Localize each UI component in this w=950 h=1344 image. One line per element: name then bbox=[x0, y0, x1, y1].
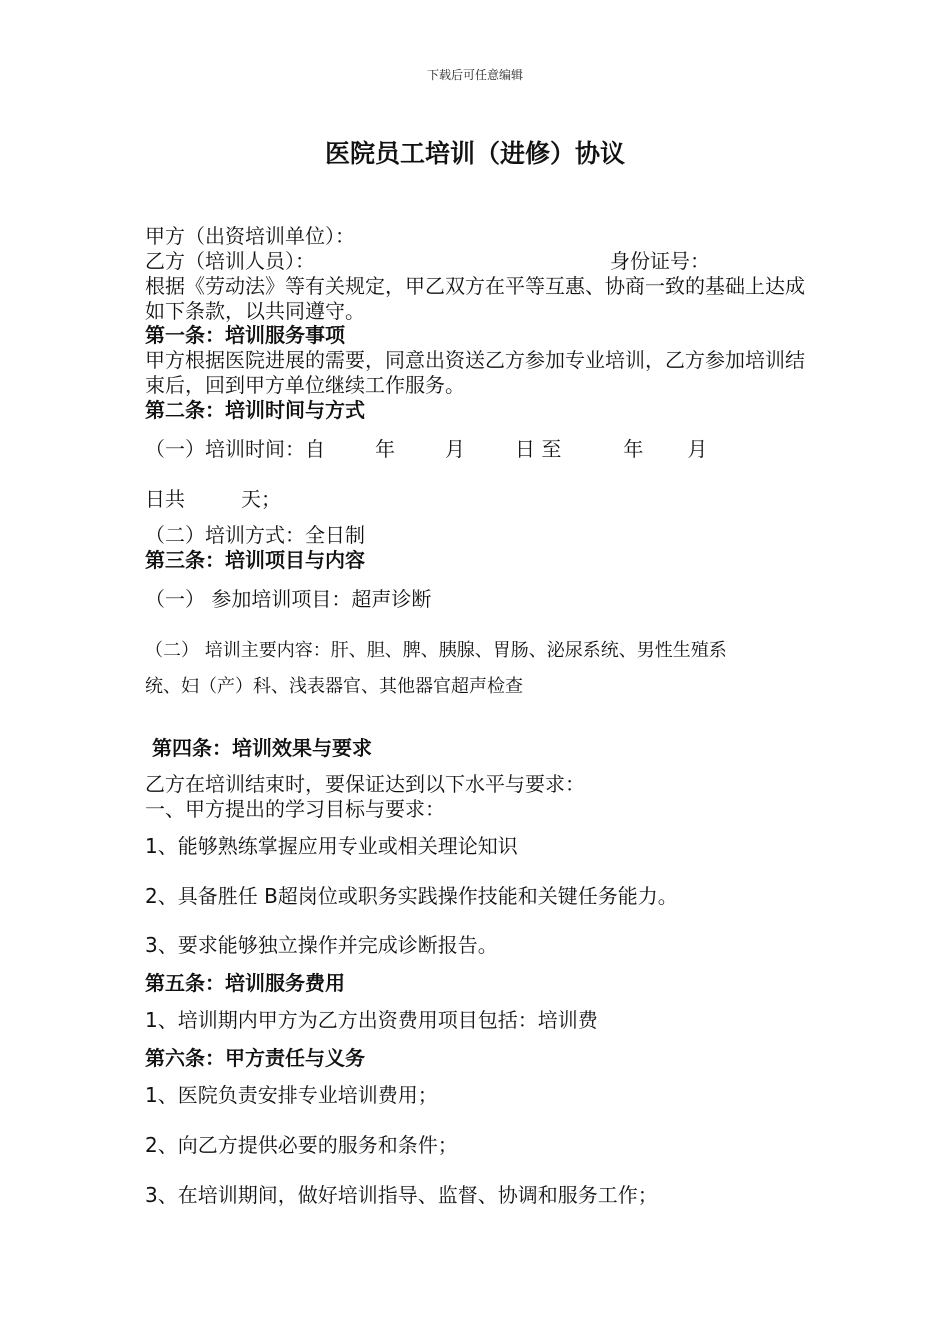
article2-heading: 第二条：培训时间与方式 bbox=[145, 398, 365, 422]
article4-intro: 乙方在培训结束时，要保证达到以下水平与要求： bbox=[145, 772, 585, 796]
article5-item-1: 1、培训期内甲方为乙方出资费用项目包括：培训费 bbox=[145, 1008, 598, 1032]
training-mode-line: （二）培训方式：全日制 bbox=[145, 523, 365, 547]
article1-body: 甲方根据医院进展的需要，同意出资送乙方参加专业培训，乙方参加培训结束后，回到甲方单位继续工作服务。 bbox=[145, 348, 805, 397]
article1-heading: 第一条：培训服务事项 bbox=[145, 323, 345, 347]
training-content-line-2: 统、妇（产）科、浅表器官、其他器官超声检查 bbox=[145, 676, 523, 697]
article6-item-2: 2、向乙方提供必要的服务和条件； bbox=[145, 1133, 458, 1157]
training-duration-line bbox=[145, 487, 281, 512]
article4-subheading: 一、甲方提出的学习目标与要求： bbox=[145, 797, 445, 821]
training-time-line bbox=[145, 437, 707, 462]
end-year-label: 年 bbox=[623, 437, 644, 461]
start-month-label: 月 bbox=[445, 437, 465, 461]
article3-heading: 第三条：培训项目与内容 bbox=[145, 548, 365, 572]
article6-item-3: 3、在培训期间，做好培训指导、监督、协调和服务工作； bbox=[145, 1183, 658, 1207]
party-a-line: 甲方（出资培训单位）： bbox=[145, 224, 355, 248]
article4-heading: 第四条：培训效果与要求 bbox=[152, 736, 372, 760]
end-month-label: 月 bbox=[687, 437, 708, 461]
article4-item-3: 3、要求能够独立操作并完成诊断报告。 bbox=[145, 933, 498, 957]
preamble-paragraph: 根据《劳动法》等有关规定，甲乙双方在平等互惠、协商一致的基础上达成如下条款，以共同遵守。 bbox=[145, 274, 805, 323]
id-number-label: 身份证号： bbox=[610, 249, 710, 273]
start-day-to-label: 日 至 bbox=[515, 437, 562, 461]
start-year-label: 年 bbox=[375, 437, 395, 461]
training-time-prefix: （一）培训时间：自 bbox=[145, 437, 325, 461]
article6-item-1: 1、医院负责安排专业培训费用； bbox=[145, 1083, 438, 1107]
party-b-line: 乙方（培训人员）： bbox=[145, 249, 315, 273]
end-day-total-prefix: 日共 bbox=[145, 487, 185, 511]
training-project-line: （一） 参加培训项目：超声诊断 bbox=[145, 587, 432, 611]
article6-heading: 第六条：甲方责任与义务 bbox=[145, 1046, 365, 1070]
article5-heading: 第五条：培训服务费用 bbox=[145, 971, 345, 995]
total-days-suffix: 天； bbox=[241, 487, 281, 511]
header-note: 下载后可任意编辑 bbox=[426, 68, 523, 82]
training-content-line-1: （二） 培训主要内容：肝、胆、脾、胰腺、胃肠、泌尿系统、男性生殖系 bbox=[145, 640, 727, 661]
article4-item-2: 2、具备胜任 B超岗位或职务实践操作技能和关键任务能力。 bbox=[145, 884, 678, 908]
article4-item-1: 1、能够熟练掌握应用专业或相关理论知识 bbox=[145, 834, 518, 858]
document-title: 医院员工培训（进修）协议 bbox=[324, 139, 625, 168]
